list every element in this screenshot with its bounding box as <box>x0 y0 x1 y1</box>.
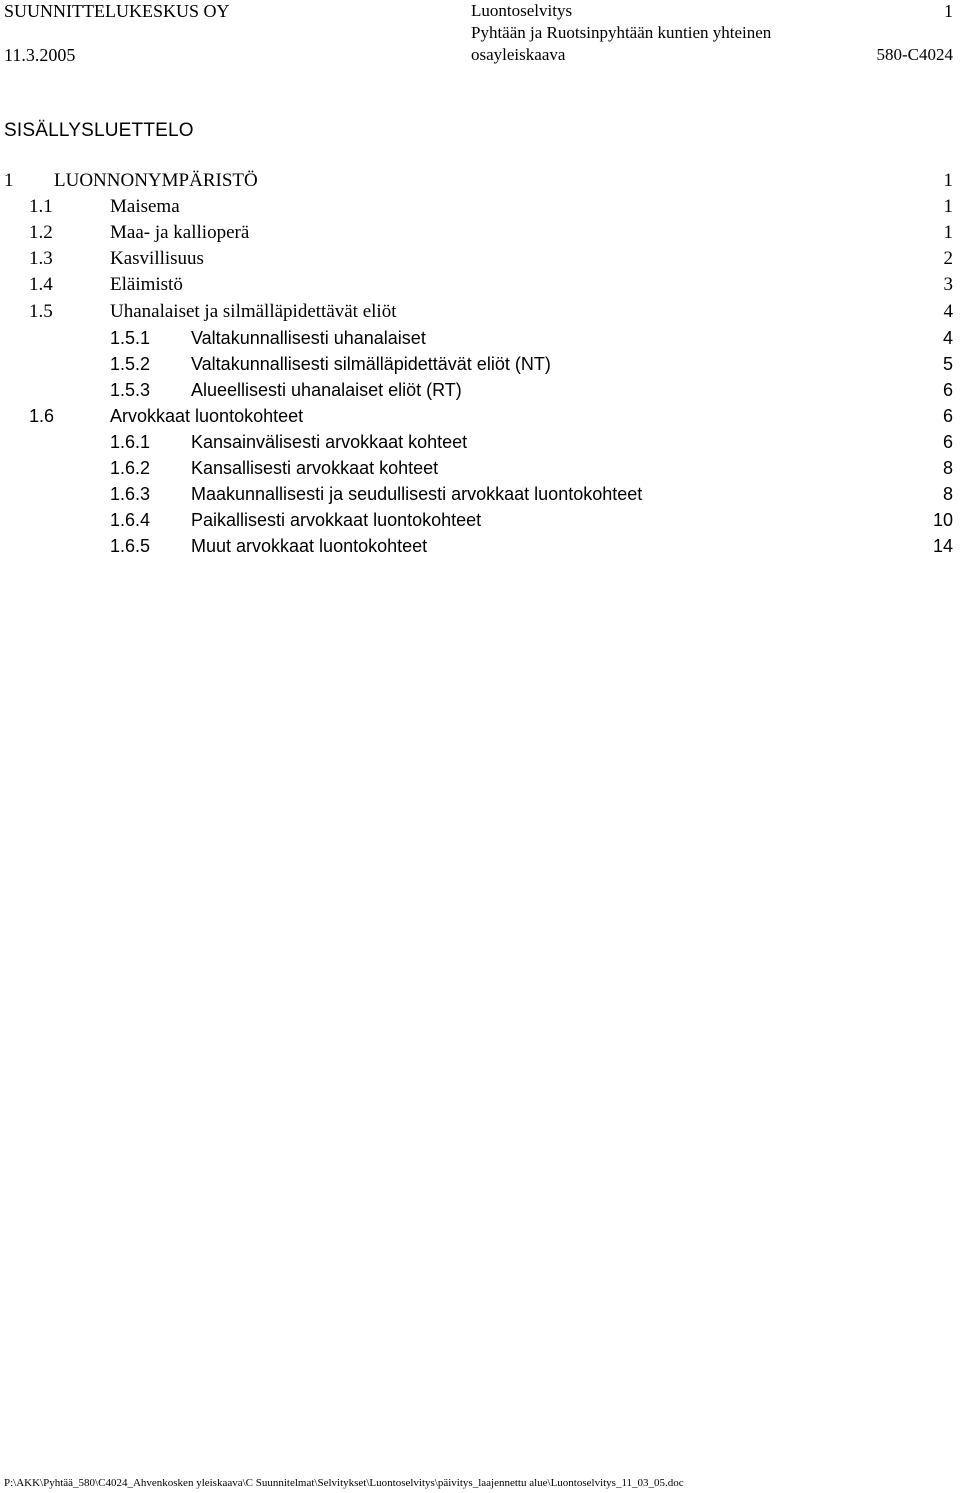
toc-entry-number: 1.4 <box>29 274 53 295</box>
toc-entry-label: Maisema <box>110 194 182 220</box>
toc-entry-number: 1.5.1 <box>110 328 151 348</box>
toc-entry-number: 1.3 <box>29 248 53 269</box>
toc-entry-number: 1.2 <box>29 222 53 243</box>
toc-entry-page: 1 <box>940 220 954 246</box>
toc-entry-label: Arvokkaat luontokohteet <box>110 403 305 429</box>
toc-entry-page: 1 <box>940 168 954 194</box>
toc-entry-label: Maa- ja kallioperä <box>110 220 251 246</box>
toc-entry[interactable] <box>0 455 960 481</box>
toc-entry-label: LUONNONYMPÄRISTÖ <box>54 168 260 194</box>
toc-entry-number: 1.5.2 <box>110 354 151 374</box>
toc-entry-label: Alueellisesti uhanalaiset eliöt (RT) <box>191 377 464 403</box>
toc-entry-number: 1.6.1 <box>110 432 151 452</box>
toc-entry-page: 8 <box>939 481 953 507</box>
toc-entry-number: 1.6.2 <box>110 458 151 478</box>
toc-entry-page: 4 <box>939 325 953 351</box>
toc-entry-number: 1 <box>4 170 14 191</box>
toc-entry-label: Uhanalaiset ja silmälläpidettävät eliöt <box>110 299 398 325</box>
document-date: 11.3.2005 <box>4 45 76 65</box>
toc-entry[interactable] <box>0 533 960 559</box>
toc-entry-number: 1.5 <box>29 301 53 322</box>
toc-title: SISÄLLYSLUETTELO <box>4 120 194 141</box>
toc-entry-page: 6 <box>939 429 953 455</box>
toc-entry-label: Muut arvokkaat luontokohteet <box>191 533 429 559</box>
toc-entry-label: Maakunnallisesti ja seudullisesti arvokkaat luontokohteet <box>191 481 644 507</box>
toc-entry-label: Eläimistö <box>110 272 185 298</box>
toc-entry-page: 6 <box>939 403 953 429</box>
document-subtitle-line1: Pyhtään ja Ruotsinpyhtään kuntien yhteinen <box>471 23 772 42</box>
toc-entry-label: Paikallisesti arvokkaat luontokohteet <box>191 507 483 533</box>
toc-entry[interactable] <box>0 429 960 455</box>
toc-entry-number: 1.6 <box>29 406 55 426</box>
toc-entry-number: 1.1 <box>29 196 53 217</box>
toc-entry-label: Kansainvälisesti arvokkaat kohteet <box>191 429 469 455</box>
toc-entry-page: 1 <box>940 194 954 220</box>
page-number: 1 <box>944 1 953 21</box>
toc-entry[interactable] <box>0 481 960 507</box>
toc-entry-number: 1.6.3 <box>110 484 151 504</box>
toc-entry-label: Kasvillisuus <box>110 246 206 272</box>
toc-entry[interactable] <box>0 272 960 298</box>
toc-entry[interactable] <box>0 220 960 246</box>
toc-entry-label: Kansallisesti arvokkaat kohteet <box>191 455 440 481</box>
document-title: Luontoselvitys <box>471 1 573 20</box>
toc-entry[interactable] <box>0 377 960 403</box>
toc-entry[interactable] <box>0 325 960 351</box>
toc-entry[interactable] <box>0 194 960 220</box>
toc-entry-page: 8 <box>939 455 953 481</box>
toc-entry-label: Valtakunnallisesti uhanalaiset <box>191 325 428 351</box>
toc-entry[interactable] <box>0 246 960 272</box>
toc-entry-number: 1.6.4 <box>110 510 151 530</box>
toc-entry-page: 14 <box>929 533 953 559</box>
toc-entry-page: 10 <box>929 507 953 533</box>
file-path-footer: P:\AKK\Pyhtää_580\C4024_Ahvenkosken yleiskaava\C Suunnitelmat\Selvitykset\Luontoselvitys\päivitys_laajennettu alue\Luontoselvitys_11_03_05.doc <box>4 1477 684 1489</box>
project-code: 580-C4024 <box>876 45 953 64</box>
toc-entry[interactable] <box>0 403 960 429</box>
toc-entry-page: 4 <box>940 299 954 325</box>
toc-entry-number: 1.5.3 <box>110 380 151 400</box>
document-subtitle-line2: osayleiskaava <box>471 45 566 64</box>
toc-entry-page: 2 <box>940 246 954 272</box>
toc-entry-page: 3 <box>940 272 954 298</box>
toc-entry[interactable] <box>0 351 960 377</box>
toc-entry-number: 1.6.5 <box>110 536 151 556</box>
toc-entry-label: Valtakunnallisesti silmälläpidettävät eliöt (NT) <box>191 351 553 377</box>
company-name: SUUNNITTELUKESKUS OY <box>4 1 230 21</box>
toc-entry-page: 5 <box>939 351 953 377</box>
toc-entry[interactable] <box>0 507 960 533</box>
toc-entry[interactable] <box>0 299 960 325</box>
toc-entry[interactable] <box>0 168 960 194</box>
toc-entry-page: 6 <box>939 377 953 403</box>
